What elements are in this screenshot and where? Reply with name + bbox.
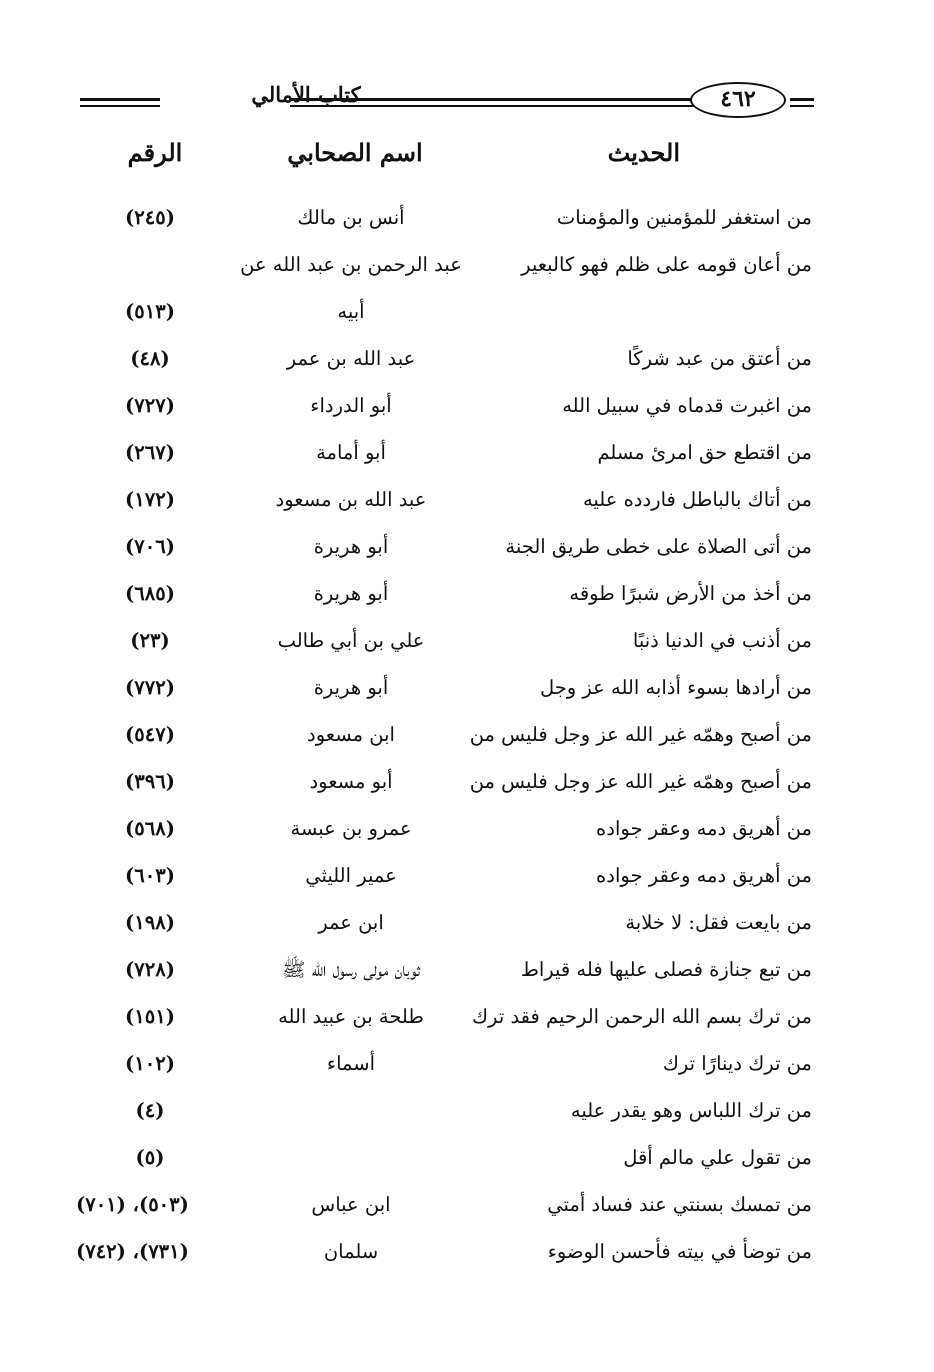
sahabi-name: علي بن أبي طالب	[277, 629, 425, 652]
sahabi-name: أبيه	[337, 300, 365, 323]
hadith-number: (١٩٨)	[125, 911, 175, 934]
hadith-text: من استغفر للمؤمنين والمؤمنات	[556, 206, 812, 229]
table-row	[0, 243, 934, 290]
hadith-number: (٧٧٢)	[125, 676, 175, 699]
sahabi-name: ابن مسعود	[307, 723, 395, 746]
table-row	[0, 1230, 934, 1277]
hadith-text: من ترك دينارًا ترك	[662, 1052, 812, 1075]
hadith-text: من أعتق من عبد شركًا	[627, 347, 812, 370]
hadith-number: (٥٤٧)	[125, 723, 175, 746]
sahabi-name: عبد الله بن عمر	[286, 347, 416, 370]
table-row	[0, 525, 934, 572]
sahabi-name: عبد الرحمن بن عبد الله عن	[240, 253, 462, 276]
hadith-text: من أرادها بسوء أذابه الله عز وجل	[539, 676, 812, 699]
table-row	[0, 290, 934, 337]
hadith-number: (٦٨٥)	[125, 582, 175, 605]
heading-sahabi: اسم الصحابي	[287, 138, 423, 167]
table-row	[0, 431, 934, 478]
hadith-number: (١٥١)	[125, 1005, 175, 1028]
hadith-text: من تقول علي مالم أقل	[623, 1146, 812, 1169]
hadith-number: (٧٣١)، (٧٤٢)	[76, 1240, 189, 1263]
table-row	[0, 760, 934, 807]
hadith-text: من تبع جنازة فصلى عليها فله قيراط	[520, 958, 812, 981]
table-row	[0, 948, 934, 995]
table-row	[0, 807, 934, 854]
sahabi-name: ابن عمر	[318, 911, 384, 934]
hadith-text: من بايعت فقل: لا خلابة	[625, 911, 812, 934]
hadith-number: (٥١٣)	[125, 300, 175, 323]
heading-hadith: الحديث	[607, 138, 680, 167]
hadith-text: من توضأ في بيته فأحسن الوضوء	[547, 1240, 812, 1263]
header-rule-middle	[290, 98, 710, 107]
index-table	[0, 196, 934, 1277]
sahabi-name: أبو أمامة	[316, 441, 386, 464]
hadith-number: (٥٠٣)، (٧٠١)	[76, 1193, 189, 1216]
sahabi-name: أبو هريرة	[313, 582, 389, 605]
table-row	[0, 1136, 934, 1183]
table-row	[0, 1042, 934, 1089]
hadith-text: من أصبح وهمّه غير الله عز وجل فليس من	[469, 723, 812, 746]
hadith-text: من أخذ من الأرض شبرًا طوقه	[569, 582, 812, 605]
hadith-number: (١٧٢)	[125, 488, 175, 511]
heading-number: الرقم	[127, 138, 183, 167]
table-row	[0, 337, 934, 384]
sahabi-name: سلمان	[323, 1240, 379, 1263]
table-row	[0, 901, 934, 948]
sahabi-name: طلحة بن عبيد الله	[278, 1005, 424, 1028]
sahabi-name: ابن عباس	[311, 1193, 391, 1216]
table-row	[0, 572, 934, 619]
column-headings	[0, 138, 934, 178]
header-rule-left	[80, 98, 160, 107]
sahabi-name: ثوبان مولى رسول الله ﷺ	[281, 958, 421, 981]
hadith-number: (٢٣)	[130, 629, 170, 652]
hadith-text: من أهريق دمه وعقر جواده	[596, 817, 812, 840]
book-title: كتاب الأمالي	[251, 82, 361, 107]
hadith-text: من أصبح وهمّه غير الله عز وجل فليس من	[469, 770, 812, 793]
sahabi-name: عمير الليثي	[305, 864, 397, 887]
hadith-text: من اقتطع حق امرئ مسلم	[597, 441, 812, 464]
hadith-text: من أتاك بالباطل فاردده عليه	[582, 488, 812, 511]
hadith-text: من تمسك بسنتي عند فساد أمتي	[547, 1193, 812, 1216]
hadith-text: من ترك اللباس وهو يقدر عليه	[570, 1099, 812, 1122]
hadith-number: (١٠٢)	[125, 1052, 175, 1075]
page-number: ٤٦٢	[690, 82, 786, 118]
hadith-text: من ترك بسم الله الرحمن الرحيم فقد ترك	[471, 1005, 812, 1028]
hadith-number: (٤)	[135, 1099, 165, 1122]
hadith-text: من اغبرت قدماه في سبيل الله	[562, 394, 812, 417]
sahabi-name: عبد الله بن مسعود	[275, 488, 427, 511]
sahabi-name: أنس بن مالك	[297, 206, 405, 229]
table-row	[0, 713, 934, 760]
table-row	[0, 1183, 934, 1230]
hadith-number: (٧٢٧)	[125, 394, 175, 417]
hadith-number: (٥)	[135, 1146, 165, 1169]
hadith-text: من أعان قومه على ظلم فهو كالبعير	[521, 253, 812, 276]
hadith-text: من أذنب في الدنيا ذنبًا	[632, 629, 812, 652]
hadith-number: (٧٠٦)	[125, 535, 175, 558]
sahabi-name: أبو هريرة	[313, 676, 389, 699]
sahabi-name: أبو الدرداء	[310, 394, 392, 417]
hadith-number: (٧٢٨)	[125, 958, 175, 981]
table-row	[0, 196, 934, 243]
hadith-text: من أهريق دمه وعقر جواده	[596, 864, 812, 887]
hadith-number: (٢٦٧)	[125, 441, 175, 464]
table-row	[0, 619, 934, 666]
sahabi-name: أبو هريرة	[313, 535, 389, 558]
table-row	[0, 1089, 934, 1136]
table-row	[0, 666, 934, 713]
table-row	[0, 478, 934, 525]
hadith-number: (٥٦٨)	[125, 817, 175, 840]
hadith-number: (٤٨)	[130, 347, 170, 370]
sahabi-name: أبو مسعود	[309, 770, 393, 793]
hadith-number: (٢٤٥)	[125, 206, 175, 229]
header-rule-right	[790, 98, 814, 107]
table-row	[0, 854, 934, 901]
hadith-number: (٣٩٦)	[125, 770, 175, 793]
page-header	[80, 78, 814, 122]
sahabi-name: عمرو بن عبسة	[290, 817, 412, 840]
hadith-number: (٦٠٣)	[125, 864, 175, 887]
table-row	[0, 384, 934, 431]
sahabi-name: أسماء	[326, 1052, 376, 1075]
table-row	[0, 995, 934, 1042]
hadith-text: من أتى الصلاة على خطى طريق الجنة	[505, 535, 812, 558]
